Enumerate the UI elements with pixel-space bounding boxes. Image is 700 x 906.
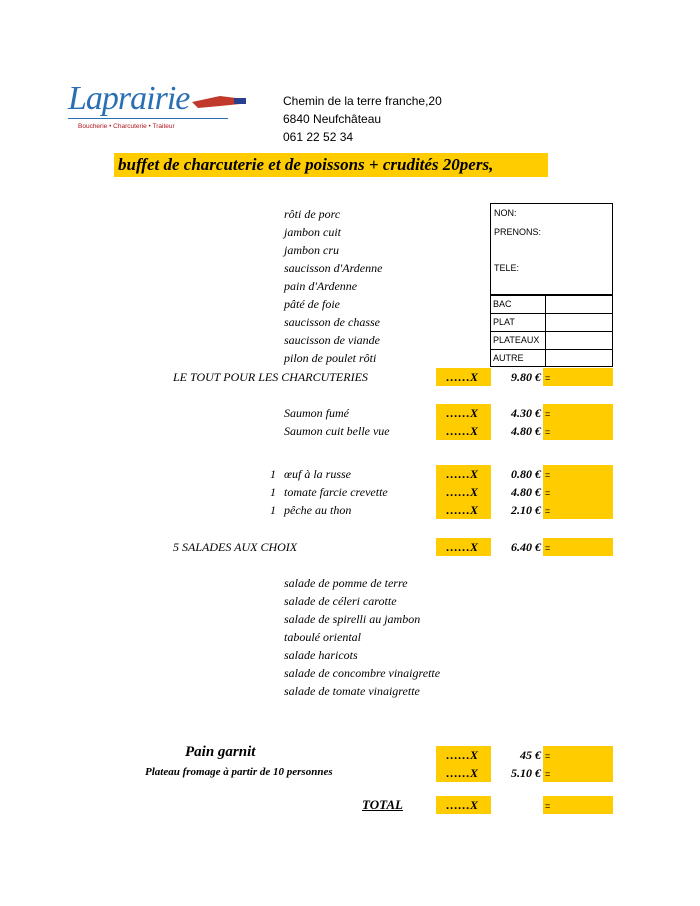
subtotal-cell[interactable] [543,422,613,440]
salads-price: 6.40 € [511,540,541,554]
subtotal-cell[interactable] [543,746,613,764]
fish-item-label: Saumon cuit belle vue [284,424,390,438]
quantity-cell[interactable] [436,538,491,556]
option-plat-label: PLAT [490,313,546,332]
logo-tagline: Boucherie • Charcuterie • Traiteur [78,123,175,130]
egg-item-qty: 1 [270,467,276,481]
container-options-grid [490,295,613,367]
egg-item-price: 2.10 € [511,503,541,517]
subtotal-cell[interactable] [543,368,613,386]
equals-sign: = [545,801,551,811]
total-label: TOTAL [362,797,403,812]
list-item: salade de céleri carotte [284,594,397,608]
option-plateaux-label: PLATEAUX [490,331,546,350]
address-phone: 061 22 52 34 [283,130,354,144]
egg-item-price: 0.80 € [511,467,541,481]
subtotal-cell[interactable] [543,465,613,483]
equals-sign: = [545,470,551,480]
list-item: salade de tomate vinaigrette [284,684,420,698]
option-autre-checkbox[interactable] [545,349,613,367]
charcuterie-total-label: LE TOUT POUR LES CHARCUTERIES [173,370,368,384]
salads-header-label: 5 SALADES AUX CHOIX [173,540,298,554]
page-title: buffet de charcuterie et de poissons + crudités 20pers, [114,153,548,177]
equals-sign: = [545,506,551,516]
list-item: salade de pomme de terre [284,576,408,590]
quantity-marker: ……X [446,406,479,420]
list-item: rôti de porc [284,207,341,221]
pain-garnit-label: Pain garnit [185,744,256,760]
list-item: saucisson d'Ardenne [284,261,383,275]
list-item: pilon de poulet rôti [284,351,377,365]
quantity-cell[interactable] [436,764,491,782]
subtotal-cell[interactable] [543,483,613,501]
quantity-cell[interactable] [436,746,491,764]
logo-wordmark: Laprairie [68,80,190,117]
quantity-marker: ……X [446,540,479,554]
fish-price: 4.30 € [511,406,541,420]
firstname-field-label: PRENONS: [494,227,542,237]
quantity-marker: ……X [446,370,479,384]
option-bac-label: BAC [490,295,546,314]
list-item: salade de concombre vinaigrette [284,666,441,680]
egg-item-qty: 1 [270,485,276,499]
list-item: pâté de foie [284,297,340,311]
equals-sign: = [545,769,551,779]
address-block [283,92,442,146]
butcher-knife-icon [190,92,246,114]
plateau-fromage-label: Plateau fromage à partir de 10 personnes [145,766,333,778]
list-item: jambon cru [284,243,339,257]
quantity-cell[interactable] [436,483,491,501]
egg-item-label: œuf à la russe [284,467,352,481]
fish-item-label: Saumon fumé [284,406,349,420]
quantity-marker: ……X [446,766,479,780]
quantity-marker: ……X [446,798,479,812]
total-amount-cell[interactable] [543,796,613,814]
subtotal-cell[interactable] [543,538,613,556]
name-field-label: NON: [494,208,517,218]
address-street: Chemin de la terre franche,20 [283,94,442,108]
quantity-cell[interactable] [436,796,491,814]
quantity-cell[interactable] [436,501,491,519]
list-item: salade haricots [284,648,358,662]
egg-item-label: pêche au thon [284,503,352,517]
equals-sign: = [545,751,551,761]
plateau-fromage-price: 5.10 € [511,766,541,780]
quantity-marker: ……X [446,424,479,438]
list-item: taboulé oriental [284,630,361,644]
equals-sign: = [545,373,551,383]
phone-field-label: TELE: [494,263,520,273]
pain-garnit-price: 45 € [520,748,541,762]
address-city: 6840 Neufchâteau [283,112,382,126]
egg-item-price: 4.80 € [511,485,541,499]
quantity-marker: ……X [446,503,479,517]
quantity-cell[interactable] [436,404,491,422]
list-item: saucisson de viande [284,333,380,347]
option-plat-checkbox[interactable] [545,313,613,332]
quantity-marker: ……X [446,467,479,481]
charcuterie-list [284,205,382,367]
option-autre-label: AUTRE [490,349,546,367]
list-item: salade de spirelli au jambon [284,612,421,626]
equals-sign: = [545,427,551,437]
logo-underline [68,118,228,119]
option-bac-checkbox[interactable] [545,295,613,314]
subtotal-cell[interactable] [543,404,613,422]
salads-list [284,574,440,700]
quantity-cell[interactable] [436,465,491,483]
subtotal-cell[interactable] [543,501,613,519]
company-logo [66,74,246,136]
equals-sign: = [545,409,551,419]
list-item: saucisson de chasse [284,315,380,329]
option-plateaux-checkbox[interactable] [545,331,613,350]
egg-item-qty: 1 [270,503,276,517]
fish-price: 4.80 € [511,424,541,438]
egg-item-label: tomate farcie crevette [284,485,388,499]
quantity-cell[interactable] [436,368,491,386]
charcuterie-price: 9.80 € [511,370,541,384]
list-item: jambon cuit [284,225,341,239]
equals-sign: = [545,543,551,553]
list-item: pain d'Ardenne [284,279,358,293]
quantity-cell[interactable] [436,422,491,440]
quantity-marker: ……X [446,748,479,762]
equals-sign: = [545,488,551,498]
quantity-marker: ……X [446,485,479,499]
subtotal-cell[interactable] [543,764,613,782]
